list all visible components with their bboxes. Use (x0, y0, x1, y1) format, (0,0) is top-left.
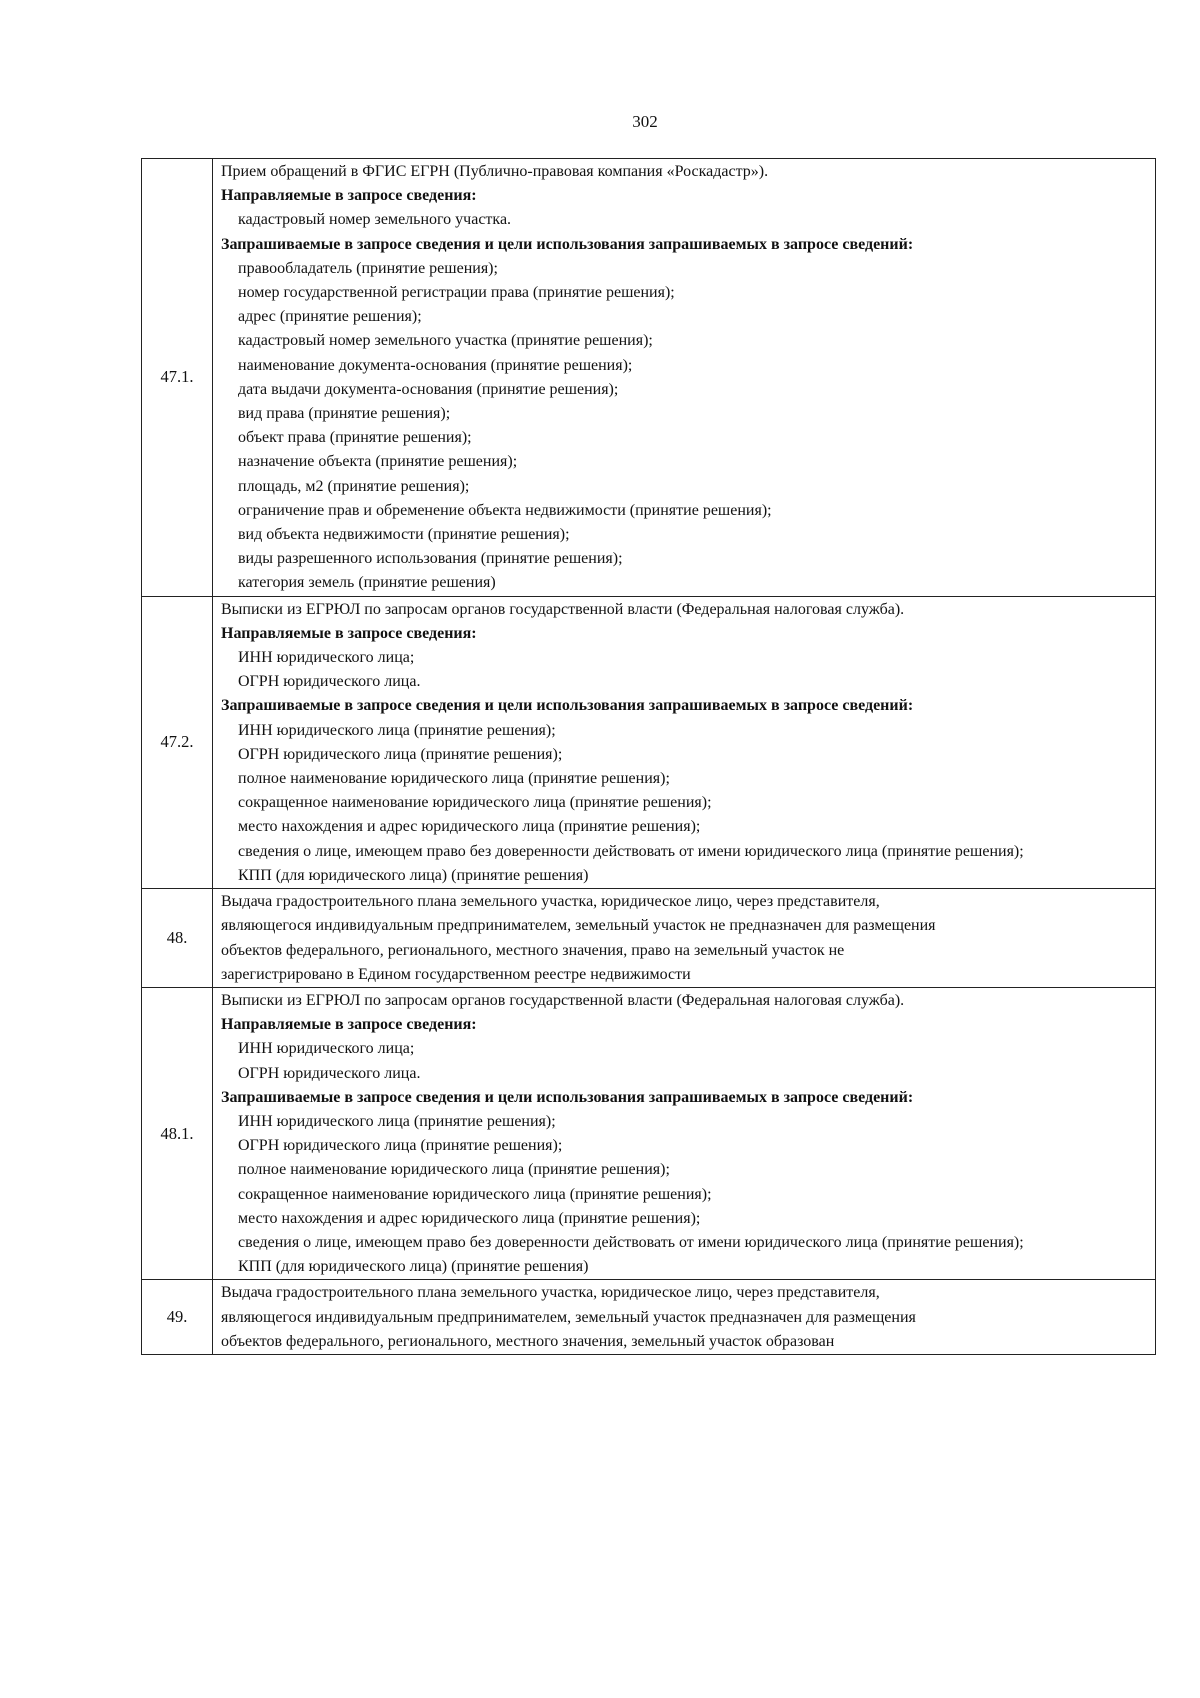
section-heading: Запрашиваемые в запросе сведения и цели использования запрашиваемых в запросе сведений: (221, 1088, 914, 1106)
content-line: вид права (принятие решения); (238, 405, 451, 423)
content-line: кадастровый номер земельного участка (принятие решения); (238, 332, 653, 350)
row-number: 49. (142, 1280, 213, 1355)
content-line: полное наименование юридического лица (принятие решения); (238, 770, 670, 788)
content-line: вид объекта недвижимости (принятие решения); (238, 526, 570, 544)
services-table-body (142, 159, 1156, 1355)
content-line: категория земель (принятие решения) (238, 574, 496, 592)
row-number: 47.2. (142, 596, 213, 888)
row-number: 48. (142, 889, 213, 988)
content-line: Выписки из ЕГРЮЛ по запросам органов государственной власти (Федеральная налоговая служба). (221, 600, 905, 618)
table-row (142, 1280, 1156, 1355)
services-table (141, 158, 1156, 1355)
content-line: Выписки из ЕГРЮЛ по запросам органов государственной власти (Федеральная налоговая служба). (221, 991, 905, 1009)
content-line: дата выдачи документа-основания (принятие решения); (238, 380, 619, 398)
section-heading: Направляемые в запросе сведения: (221, 187, 477, 205)
content-line: наименование документа-основания (принятие решения); (238, 356, 633, 374)
content-line: ОГРН юридического лица. (238, 1064, 421, 1082)
content-line: ИНН юридического лица; (238, 1040, 415, 1058)
row-content (213, 1280, 1156, 1355)
content-line: место нахождения и адрес юридического лица (принятие решения); (238, 1209, 701, 1227)
content-line: адрес (принятие решения); (238, 308, 422, 326)
content-line: правообладатель (принятие решения); (238, 259, 498, 277)
table-row (142, 596, 1156, 888)
content-line: ОГРН юридического лица (принятие решения); (238, 1137, 563, 1155)
content-line: ИНН юридического лица (принятие решения); (238, 1112, 556, 1130)
row-number: 48.1. (142, 987, 213, 1279)
content-line: место нахождения и адрес юридического лица (принятие решения); (238, 818, 701, 836)
content-line: КПП (для юридического лица) (принятие решения) (238, 1258, 589, 1276)
content-line: ограничение прав и обременение объекта недвижимости (принятие решения); (238, 501, 772, 519)
content-line: сведения о лице, имеющем право без доверенности действовать от имени юридического лица (принятие решения); (238, 842, 1024, 860)
content-line: являющегося индивидуальным предпринимателем, земельный участок предназначен для размещения (221, 1308, 916, 1326)
content-line: Прием обращений в ФГИС ЕГРН (Публично-правовая компания «Роскадастр»). (221, 163, 769, 180)
table-row (142, 889, 1156, 988)
row-content (213, 596, 1156, 888)
content-line: сокращенное наименование юридического лица (принятие решения); (238, 794, 712, 812)
content-line: Выдача градостроительного плана земельного участка, юридическое лицо, через представителя, (221, 893, 880, 911)
content-line: ИНН юридического лица (принятие решения); (238, 721, 556, 739)
content-line: полное наименование юридического лица (принятие решения); (238, 1161, 670, 1179)
content-line: объектов федерального, регионального, местного значения, право на земельный участок не (221, 941, 845, 959)
row-number: 47.1. (142, 159, 213, 597)
content-line: объектов федерального, регионального, местного значения, земельный участок образован (221, 1332, 835, 1350)
content-line: назначение объекта (принятие решения); (238, 453, 518, 471)
section-heading: Запрашиваемые в запросе сведения и цели использования запрашиваемых в запросе сведений: (221, 235, 914, 253)
content-line: зарегистрировано в Едином государственном реестре недвижимости (221, 965, 691, 983)
content-line: ИНН юридического лица; (238, 649, 415, 667)
page-number: 302 (632, 112, 658, 131)
row-content (213, 159, 1156, 597)
content-line: площадь, м2 (принятие решения); (238, 477, 470, 495)
row-content (213, 889, 1156, 988)
content-line: сведения о лице, имеющем право без доверенности действовать от имени юридического лица (принятие решения); (238, 1233, 1024, 1251)
content-line: КПП (для юридического лица) (принятие решения) (238, 866, 589, 884)
content-line: виды разрешенного использования (принятие решения); (238, 550, 623, 568)
table-row (142, 159, 1156, 597)
row-content (213, 987, 1156, 1279)
content-line: сокращенное наименование юридического лица (принятие решения); (238, 1185, 712, 1203)
content-line: номер государственной регистрации права (принятие решения); (238, 284, 675, 302)
section-heading: Направляемые в запросе сведения: (221, 1016, 477, 1034)
content-line: ОГРН юридического лица (принятие решения); (238, 745, 563, 763)
content-line: объект права (принятие решения); (238, 429, 472, 447)
content-line: являющегося индивидуальным предпринимателем, земельный участок не предназначен для размещения (221, 917, 936, 935)
content-line: кадастровый номер земельного участка. (238, 211, 512, 229)
content-line: ОГРН юридического лица. (238, 673, 421, 691)
section-heading: Запрашиваемые в запросе сведения и цели использования запрашиваемых в запросе сведений: (221, 697, 914, 715)
table-row (142, 987, 1156, 1279)
content-line: Выдача градостроительного плана земельного участка, юридическое лицо, через представителя, (221, 1284, 880, 1302)
section-heading: Направляемые в запросе сведения: (221, 624, 477, 642)
